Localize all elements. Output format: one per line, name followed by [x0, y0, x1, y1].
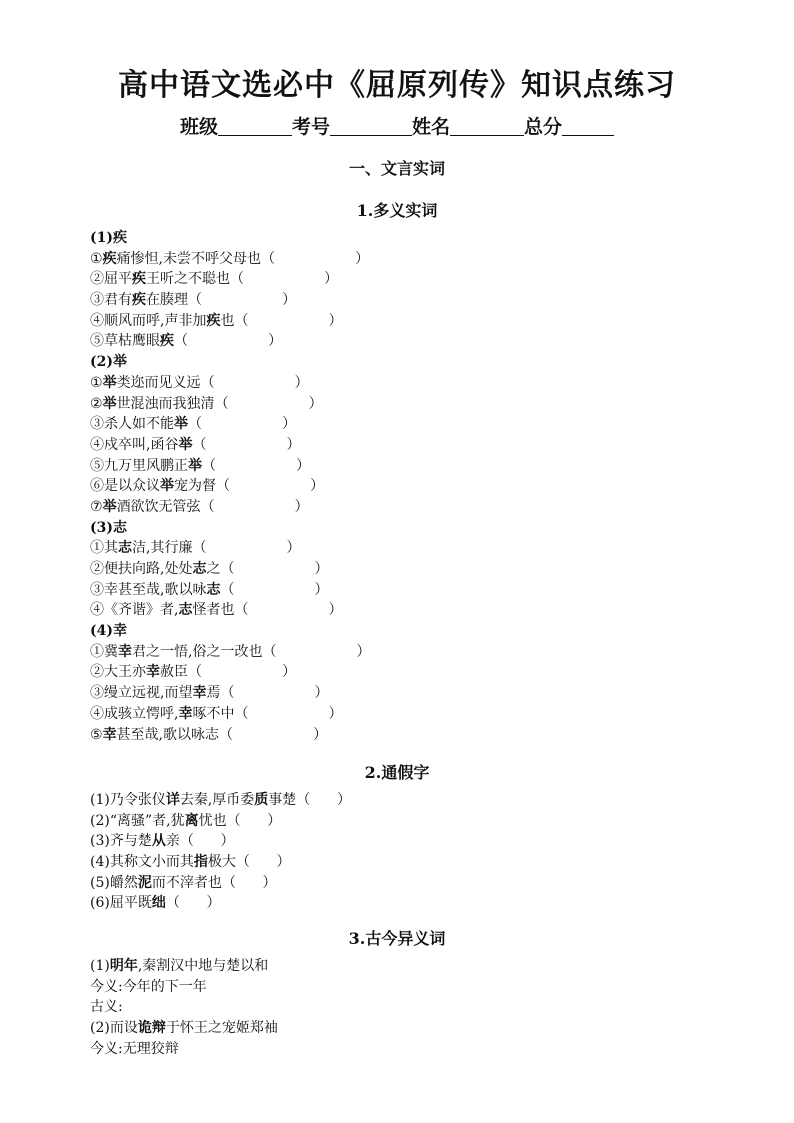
key-word: 诡辩 — [137, 1020, 166, 1037]
line-text: 去秦,厚币委 — [179, 792, 255, 808]
answer-blank[interactable]: （ ） — [165, 895, 221, 912]
answer-blank[interactable]: （ ） — [262, 643, 371, 660]
line-text: (1)疾 — [90, 230, 127, 246]
section-heading: 一、文言实词 — [348, 159, 445, 178]
line-text: 君之一悟,俗之一改也 — [132, 643, 263, 660]
line-text: 事楚 — [268, 792, 297, 808]
line-text: 类迩而见义远 — [116, 374, 201, 391]
exam-no-label: 考号 — [291, 116, 330, 138]
answer-blank[interactable]: （ ） — [234, 705, 343, 722]
sub-item-heading — [90, 352, 371, 373]
exercise-line — [90, 704, 371, 725]
key-word: 举 — [178, 436, 193, 453]
answer-blank[interactable]: （ ） — [234, 312, 343, 329]
page-title: 高中语文选必中《屈原列传》知识点练习 — [118, 68, 676, 103]
exercise-line — [90, 456, 371, 477]
line-text: ②大王亦 — [90, 664, 146, 681]
answer-blank[interactable]: （ ） — [219, 726, 328, 743]
key-word: 幸 — [146, 664, 160, 681]
line-text: ① — [90, 374, 103, 391]
answer-blank[interactable]: （ ） — [220, 561, 329, 577]
key-word: 指 — [193, 854, 208, 871]
answer-blank[interactable]: （ ） — [174, 333, 283, 350]
key-word: 举 — [102, 498, 117, 515]
exercise-line — [90, 811, 351, 832]
score-blank[interactable] — [562, 117, 614, 136]
exercise-line — [90, 580, 371, 601]
line-text: 甚至哉,歌以咏志 — [116, 726, 220, 743]
key-word: 举 — [160, 478, 174, 495]
answer-blank[interactable]: （ ） — [216, 478, 325, 495]
exercise-line — [90, 831, 351, 852]
key-word: 疾 — [206, 312, 221, 329]
line-text: ①其 — [90, 540, 118, 557]
key-word: 疾 — [132, 271, 146, 288]
line-text: ④戍卒叫,函谷 — [90, 436, 179, 453]
line-text: 酒欲饮无管弦 — [116, 498, 201, 515]
line-text: 王听之不聪也 — [146, 271, 230, 288]
line-text: 宠为督 — [174, 478, 216, 495]
line-text: 也 — [220, 312, 235, 329]
key-word: 从 — [151, 833, 166, 850]
answer-blank[interactable]: （ ） — [235, 854, 291, 871]
line-text: 忧也 — [198, 812, 227, 829]
ancient-modern-list — [90, 956, 278, 1059]
exercise-line — [90, 997, 278, 1018]
score-label: 总分 — [524, 116, 563, 138]
answer-blank[interactable]: （ ） — [220, 581, 329, 598]
answer-blank[interactable]: （ ） — [188, 664, 297, 681]
line-text: ② — [90, 395, 103, 412]
key-word: 明年 — [109, 958, 138, 974]
answer-blank[interactable]: （ ） — [261, 250, 370, 267]
name-blank[interactable] — [450, 117, 524, 136]
class-blank[interactable] — [218, 117, 292, 136]
key-word: 幸 — [118, 643, 132, 660]
key-word: 绌 — [151, 895, 166, 912]
key-word: 疾 — [132, 292, 146, 309]
line-text: (6)屈平既 — [90, 895, 152, 912]
line-text: (4)幸 — [90, 623, 127, 640]
exercise-line — [90, 476, 371, 497]
key-word: 举 — [102, 395, 117, 412]
key-word: 泥 — [137, 874, 152, 891]
answer-blank[interactable]: （ ） — [192, 540, 301, 557]
exercise-line — [90, 435, 371, 456]
subsection-heading-polysemy: 1.多义实词 — [356, 201, 438, 220]
exercise-line — [90, 956, 278, 977]
line-text: (2)而设 — [90, 1020, 138, 1037]
line-text: ③幸甚至哉,歌以咏 — [90, 581, 207, 598]
key-word: 详 — [165, 792, 180, 808]
line-text: ⑦ — [90, 498, 103, 515]
line-text: ③杀人如不能 — [90, 416, 174, 433]
answer-blank[interactable]: （ ） — [296, 792, 351, 808]
line-text: ⑤九万里风鹏正 — [90, 457, 188, 474]
key-word: 疾 — [102, 250, 117, 267]
exercise-line — [90, 249, 371, 270]
line-text: (5)皭然 — [90, 874, 138, 891]
key-word: 质 — [254, 792, 269, 808]
line-text: ⑤草枯鹰眼 — [90, 333, 160, 350]
key-word: 志 — [192, 561, 207, 577]
subsection-heading-ancient-modern: 3.古今异义词 — [348, 929, 446, 948]
polysemy-list — [90, 228, 371, 745]
line-text: ⑥是以众议 — [90, 478, 160, 495]
line-text: 今义:无理狡辩 — [90, 1040, 179, 1057]
key-word: 幸 — [178, 705, 193, 722]
line-text: 而不滓者也 — [151, 874, 222, 891]
sub-item-heading — [90, 518, 371, 539]
line-text: 世混浊而我独清 — [116, 395, 215, 412]
key-word: 举 — [188, 457, 202, 474]
line-text: 古义: — [90, 999, 123, 1016]
line-text: 怪者也 — [192, 602, 235, 619]
exercise-line — [90, 1039, 278, 1060]
student-info-row — [0, 112, 794, 139]
exercise-line — [90, 852, 351, 873]
line-text: ④《齐谐》者, — [90, 602, 179, 619]
answer-blank[interactable]: （ ） — [221, 874, 277, 891]
line-text: (1)乃令张仪 — [90, 792, 166, 808]
line-text: (2)举 — [90, 354, 127, 371]
line-text: ④顺风而呼,声非加 — [90, 312, 207, 329]
subsection-heading-interchangeable: 2.通假字 — [364, 763, 430, 782]
exercise-line — [90, 1018, 278, 1039]
exercise-line — [90, 559, 371, 580]
key-word: 幸 — [102, 726, 117, 743]
line-text: ,秦割汉中地与楚以和 — [137, 958, 269, 974]
line-text: ④成骇立愕呼, — [90, 705, 179, 722]
class-label: 班级 — [179, 116, 218, 138]
key-word: 幸 — [192, 685, 207, 702]
line-text: 在腠理 — [146, 292, 188, 309]
answer-blank[interactable]: （ ） — [179, 833, 235, 850]
line-text: 亲 — [165, 833, 180, 850]
answer-blank[interactable]: （ ） — [188, 416, 297, 433]
line-text: 痛惨怛,未尝不呼父母也 — [116, 250, 262, 267]
line-text: 啄不中 — [192, 705, 235, 722]
exercise-line — [90, 600, 371, 621]
key-word: 疾 — [160, 333, 174, 350]
answer-blank[interactable]: （ ） — [202, 457, 311, 474]
line-text: ②屈平 — [90, 271, 132, 288]
sub-item-heading — [90, 228, 371, 249]
key-word: 志 — [118, 540, 132, 557]
exercise-line — [90, 269, 371, 290]
line-text: 之 — [206, 561, 221, 577]
key-word: 志 — [178, 602, 193, 619]
line-text: 赦臣 — [160, 664, 188, 681]
line-text: ⑤ — [90, 726, 103, 743]
exercise-line — [90, 290, 371, 311]
line-text: 洁,其行廉 — [132, 540, 193, 557]
exercise-line — [90, 725, 371, 746]
name-label: 姓名 — [412, 116, 451, 138]
answer-blank[interactable]: （ ） — [192, 436, 301, 453]
line-text: (3)志 — [90, 519, 127, 536]
answer-blank[interactable]: （ ） — [188, 292, 297, 309]
exercise-line — [90, 373, 371, 394]
sub-item-heading — [90, 621, 371, 642]
exercise-line — [90, 683, 371, 704]
answer-blank[interactable]: （ ） — [226, 812, 282, 829]
line-text: (1) — [90, 958, 110, 974]
exercise-line — [90, 311, 371, 332]
exercise-line — [90, 497, 371, 518]
line-text: ②便扶向路,处处 — [90, 561, 193, 577]
line-text: ①冀 — [90, 643, 118, 660]
line-text: ① — [90, 250, 103, 267]
exercise-line — [90, 790, 351, 811]
line-text: (3)齐与楚 — [90, 833, 152, 850]
exercise-line — [90, 394, 371, 415]
exercise-line — [90, 642, 371, 663]
key-word: 举 — [174, 416, 188, 433]
line-text: 于怀王之宠姬郑袖 — [165, 1020, 278, 1037]
answer-blank[interactable]: （ ） — [234, 602, 343, 619]
answer-blank[interactable]: （ ） — [220, 685, 329, 702]
interchangeable-list — [90, 790, 351, 914]
line-text: 极大 — [207, 854, 236, 871]
exercise-line — [90, 873, 351, 894]
exercise-line — [90, 893, 351, 914]
exercise-line — [90, 331, 371, 352]
exercise-line — [90, 414, 371, 435]
line-text: (4)其称文小而其 — [90, 854, 194, 871]
line-text: (2)“离骚”者,犹 — [90, 812, 185, 829]
answer-blank[interactable]: （ ） — [230, 271, 339, 288]
key-word: 举 — [102, 374, 117, 391]
answer-blank[interactable]: （ ） — [200, 498, 309, 515]
exercise-line — [90, 662, 371, 683]
key-word: 离 — [184, 812, 199, 829]
exercise-line — [90, 538, 371, 559]
line-text: ③缦立远视,而望 — [90, 685, 193, 702]
answer-blank[interactable]: （ ） — [200, 374, 309, 391]
line-text: ③君有 — [90, 292, 132, 309]
answer-blank[interactable]: （ ） — [214, 395, 323, 412]
exam-no-blank[interactable] — [330, 117, 412, 136]
line-text: 今义:今年的下一年 — [90, 978, 207, 995]
line-text: 焉 — [206, 685, 221, 702]
key-word: 志 — [206, 581, 221, 598]
exercise-line — [90, 977, 278, 998]
